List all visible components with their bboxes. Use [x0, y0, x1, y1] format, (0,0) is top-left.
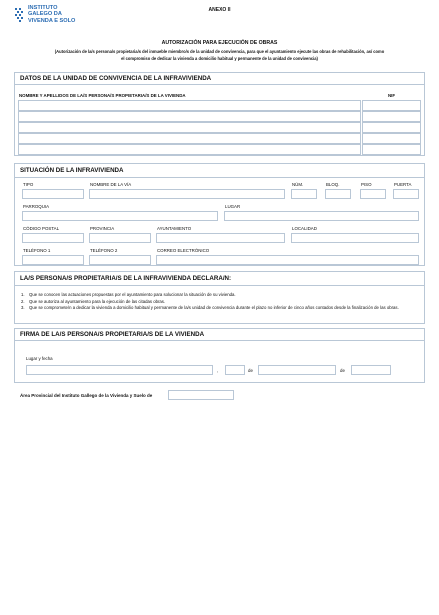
owner-nif-field[interactable]: [362, 133, 421, 144]
piso-field[interactable]: [360, 189, 386, 199]
label-lugar: LUGAR: [225, 204, 241, 209]
section-title: FIRMA DE LA/S PERSONA/S PROPIETARIA/S DE LA VIVIENDA: [15, 329, 424, 341]
logo-line-3: VIVENDA E SOLO: [28, 17, 76, 24]
label-localidad: LOCALIDAD: [292, 226, 317, 231]
puerta-field[interactable]: [393, 189, 419, 199]
section-title: DATOS DE LA UNIDAD DE CONVIVENCIA DE LA INFRAVIVIENDA: [15, 73, 424, 85]
mes-field[interactable]: [258, 365, 336, 375]
lugar-field[interactable]: [224, 211, 419, 221]
col-header-name: NOMBRE Y APELLIDOS DE LA/S PERSONA/S PROPIETARIA/S DE LA VIVIENDA: [19, 93, 186, 98]
owner-name-field[interactable]: [18, 133, 361, 144]
anio-field[interactable]: [351, 365, 391, 375]
section-unidad-convivencia: [14, 72, 425, 156]
form-title: AUTORIZACIÓN PARA EJECUCIÓN DE OBRAS: [161, 40, 278, 46]
subtitle-line-2: el compromiso de dedicar la vivienda a domicilio habitual y permanente de la unidad de convivencia): [121, 56, 318, 62]
table-row: [18, 122, 421, 133]
owners-table: [18, 91, 421, 155]
form-subtitle: [14, 48, 425, 62]
label-num: NÚM.: [292, 182, 304, 187]
provincia-field[interactable]: [89, 233, 151, 243]
telefono1-field[interactable]: [22, 255, 84, 265]
annex-label: ANEXO II: [208, 7, 231, 13]
tipo-field[interactable]: [22, 189, 84, 199]
owner-nif-field[interactable]: [362, 111, 421, 122]
label-telefono2: TELÉFONO 2: [90, 248, 118, 253]
item-text: Que se conocen las actuaciones propuestas por el ayuntamiento para solucionar la situación de su vivienda.: [29, 292, 236, 297]
section-situacion: [14, 163, 425, 266]
label-parroquia: PARROQUIA: [23, 204, 50, 209]
label-ayuntamiento: AYUNTAMIENTO: [157, 226, 192, 231]
item-number: 3.: [21, 305, 25, 310]
telefono2-field[interactable]: [89, 255, 151, 265]
label-lugar-fecha: Lugar y fecha: [26, 356, 53, 361]
owner-name-field[interactable]: [18, 144, 361, 155]
label-piso: PISO: [361, 182, 372, 187]
nombre-via-field[interactable]: [89, 189, 285, 199]
label-de-2: de: [340, 368, 345, 373]
owner-name-field[interactable]: [18, 122, 361, 133]
subtitle-line-1: (Autorización de la/s persona/s propietaria/s del inmueble miembro/s de la unidad de convivencia, para que el ayuntamiento ejecute las obras de rehabilitación, así como: [54, 49, 385, 54]
label-provincia: PROVINCIA: [90, 226, 115, 231]
label-telefono1: TELÉFONO 1: [23, 248, 51, 253]
section-firma: [14, 328, 425, 383]
codigo-postal-field[interactable]: [22, 233, 84, 243]
owner-name-field[interactable]: [18, 111, 361, 122]
label-bloq: BLOQ.: [326, 182, 340, 187]
area-provincial-field[interactable]: [168, 390, 234, 400]
label-codigo-postal: CÓDIGO POSTAL: [23, 226, 60, 231]
ayuntamiento-field[interactable]: [156, 233, 285, 243]
num-field[interactable]: [291, 189, 317, 199]
table-row: [18, 100, 421, 111]
section-title: LA/S PERSONA/S PROPIETARIA/S DE LA INFRAVIVIENDA DECLARA/N:: [15, 272, 424, 286]
dia-field[interactable]: [225, 365, 245, 375]
label-correo: CORREO ELECTRÓNICO: [157, 248, 210, 253]
owner-nif-field[interactable]: [362, 122, 421, 133]
label-tipo: TIPO: [23, 182, 34, 187]
section-title: SITUACIÓN DE LA INFRAVIVIENDA: [15, 164, 424, 178]
list-item: [21, 305, 417, 312]
owner-nif-field[interactable]: [362, 100, 421, 111]
item-number: 2.: [21, 298, 25, 304]
label-puerta: PUERTA: [394, 182, 412, 187]
owner-name-field[interactable]: [18, 100, 361, 111]
table-row: [18, 144, 421, 155]
bloq-field[interactable]: [325, 189, 351, 199]
logo-line-1: INSTITUTO: [28, 5, 58, 11]
localidad-field[interactable]: [291, 233, 419, 243]
area-provincial-label: Área Provincial del Instituto Gallego de la Vivienda y Suelo de: [20, 393, 153, 398]
comma-separator: ,: [217, 368, 219, 373]
logo-line-2: GALEGO DA: [28, 11, 62, 18]
col-header-nif: NIF: [387, 93, 396, 98]
label-nombre-via: NOMBRE DE LA VÍA: [90, 182, 132, 187]
declaration-list: [21, 292, 417, 312]
item-text: Que se autoriza al ayuntamiento para la ejecución de las citadas obras.: [29, 298, 166, 304]
table-row: [18, 111, 421, 122]
owner-nif-field[interactable]: [362, 144, 421, 155]
item-number: 1.: [21, 292, 25, 297]
lugar-firma-field[interactable]: [26, 365, 213, 375]
table-row: [18, 133, 421, 144]
correo-field[interactable]: [156, 255, 419, 265]
parroquia-field[interactable]: [22, 211, 218, 221]
section-declaracion: [14, 271, 425, 324]
item-text: Que se compromete/n a dedicar la vivienda a domicilio habitual y permanente de la/s unidad de convivencia durante el plazo no inferior de cinco años contados desde la finalización de las obras.: [29, 305, 399, 310]
label-de-1: de: [248, 368, 253, 373]
owners-table-header: [18, 91, 421, 100]
